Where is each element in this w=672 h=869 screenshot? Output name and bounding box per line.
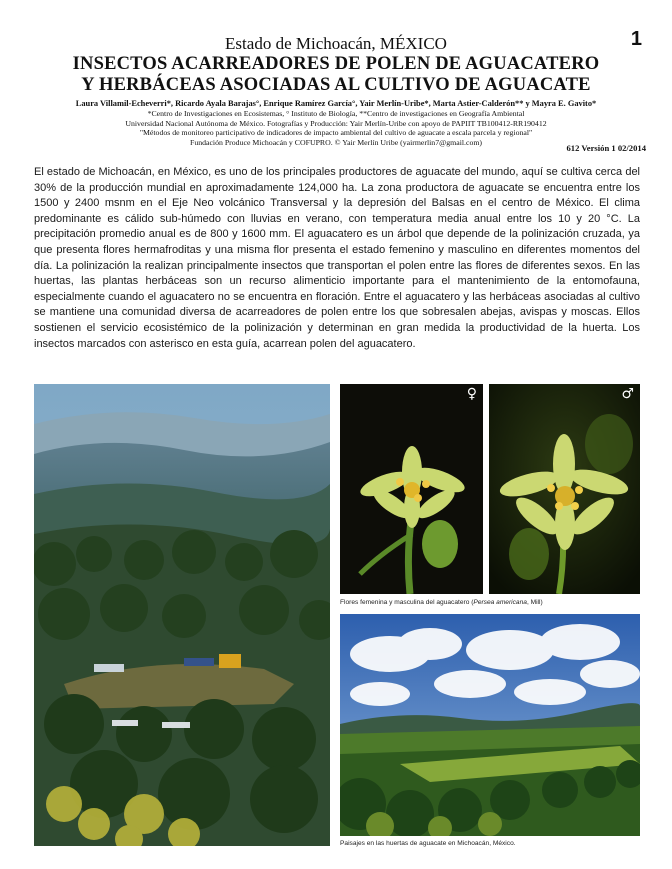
title-line-2: Y HERBÁCEAS ASOCIADAS AL CULTIVO DE AGUACATE xyxy=(81,75,591,95)
female-flower-photo xyxy=(340,384,483,594)
title-line-1: INSECTOS ACARREADORES DE POLEN DE AGUACATERO xyxy=(72,54,600,74)
landscape-caption: Paisajes en las huertas de aguacate en Michoacán, México. xyxy=(340,840,516,847)
species-name: Persea americana xyxy=(473,599,527,606)
female-flower-illustration xyxy=(340,384,483,594)
forest-landscape-illustration xyxy=(34,384,330,846)
affiliation-line-1: *Centro de Investigaciones en Ecosistemas, ° Instituto de Biología, **Centro de investigaciones en Geografía Ambiental xyxy=(147,109,525,118)
region-subtitle: Estado de Michoacán, MÉXICO xyxy=(225,34,447,53)
affiliation-line-3: "Métodos de monitoreo participativo de indicadores de impacto ambiental del cultivo de aguacate a escala parcela y regional" xyxy=(139,128,533,138)
document-header xyxy=(20,34,652,147)
authors: Laura Villamil-Echeverri*, Ricardo Ayala Barajas°, Enrique Ramírez García°, Yair Merlín-Uribe*, Marta Astier-Calderón** y Mayra E. Gavito* xyxy=(75,99,597,108)
orchard-landscape-photo xyxy=(340,614,640,836)
affiliation-line-2: Universidad Nacional Autónoma de México. Fotografías y Producción: Yair Merlín-Uribe con apoyo de PAPIIT TB100412-RR190412 xyxy=(125,118,547,128)
page-number: 1 xyxy=(630,28,642,50)
forest-landscape-photo xyxy=(34,384,330,846)
male-flower-illustration xyxy=(489,384,640,594)
male-flower-photo xyxy=(489,384,640,594)
intro-paragraph: El estado de Michoacán, en México, es uno de los principales productores de aguacate del mundo, aquí se cultiva cerca del 30% de la producción mundial en aproximadamente 124,000 ha. La zona productora de aguacate se encuentra entre los 1500 y 2400 msnm en el Eje Neo volcánico Transversal y la depresión del Balsas en el centro de México. El clima predominante es cálido sub-húmedo con lluvias en verano, con temperatura media anual entre los 10 y 20 °C. La precipitación promedio anual es de 800 y 1600 mm. El aguacatero es un árbol que depende de la polinización cruzada, ya que presenta flores hermafroditas y una misma flor presenta el estado femenino y masculino en diferentes momentos del día. La polinización la realizan principalmente insectos que transportan el polen entre las flores de diferentes sexos. En las huertas, las plantas herbáceas son un recurso alimenticio importante para el mantenimiento de la entomofauna, especialmente cuando el aguacatero no se encuentra en floración. Entre el aguacatero y las herbáceas asociadas al cultivo se mantiene una comunidad diversa de acarreadores de polen entre los que sobresalen abejas, avispas y moscas. Ellos sostienen el servicio ecosistémico de la polinización y determinan en gran medida la productividad de la huerta. Los insectos marcados con asterisco en esta guía, acarrean polen del aguacatero. xyxy=(34,166,640,350)
female-symbol-icon: ♀ xyxy=(466,386,477,402)
flowers-caption: Flores femenina y masculina del aguacatero (Persea americana, Mill) xyxy=(340,599,543,606)
male-symbol-icon: ♂ xyxy=(621,386,634,402)
affiliation-line-4: Fundación Produce Michoacán y COFUPRO. © Yair Merlín Uribe (yairmerlin7@gmail.com) xyxy=(189,137,482,147)
version-label: 612 Versión 1 02/2014 xyxy=(566,143,646,153)
orchard-landscape-illustration xyxy=(340,614,640,836)
